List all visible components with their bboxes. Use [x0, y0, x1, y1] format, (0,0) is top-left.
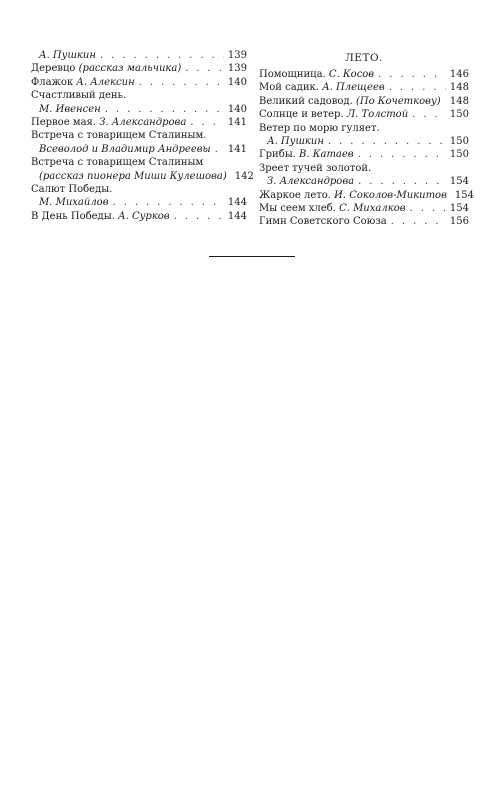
entry-title-text: Великий садовод.	[259, 95, 356, 107]
toc-entry-title	[31, 210, 170, 223]
page-number: 150	[449, 149, 469, 161]
toc-entry	[31, 183, 247, 196]
entry-title-text: Ветер по морю гуляет.	[259, 122, 380, 134]
page-number: 154	[454, 189, 474, 201]
dot-leader	[412, 108, 446, 121]
toc-entry	[259, 135, 469, 148]
entry-title-text: Гимн Советского Союза	[259, 216, 387, 228]
page-number: 150	[449, 109, 469, 121]
entry-title-text: Деревцо	[31, 63, 79, 75]
entry-author-text: С. Михалков	[339, 202, 406, 214]
dot-leader	[139, 76, 224, 89]
toc-entry	[31, 49, 247, 62]
toc-entry	[31, 76, 247, 89]
end-rule-divider	[209, 256, 295, 257]
toc-entry-title	[267, 175, 354, 188]
entry-author-text: М. Ивенсен	[39, 103, 101, 115]
toc-right-column	[259, 49, 474, 229]
toc-entry	[259, 95, 469, 108]
page-number: 148	[449, 82, 469, 94]
entry-author-text: З. Александрова	[267, 176, 355, 188]
dot-leader	[174, 210, 224, 223]
dot-leader	[410, 202, 446, 215]
toc-entry-title	[31, 76, 135, 89]
page-number: 141	[227, 143, 247, 155]
toc-entry-title	[259, 81, 385, 94]
toc-entry	[259, 189, 474, 202]
toc-entry	[259, 122, 469, 135]
dot-leader	[190, 116, 224, 129]
dot-leader	[389, 81, 446, 94]
entry-title-text: Мы сеем хлеб.	[259, 202, 340, 214]
entry-author-text: З. Александрова	[99, 116, 187, 128]
page-number: 146	[449, 69, 469, 80]
page-number: 140	[227, 76, 247, 88]
page-number: 144	[227, 210, 247, 222]
entry-author-text: (рассказ мальчика)	[78, 63, 182, 75]
toc-entry-title	[259, 95, 441, 108]
page-number: 150	[449, 135, 469, 147]
toc-entry	[31, 196, 247, 209]
toc-entry-title	[31, 129, 206, 142]
entry-title-text: Первое мая.	[31, 116, 100, 128]
page-number: 144	[227, 197, 247, 209]
entry-title-text: Солнце и ветер.	[259, 109, 347, 121]
entry-author-text: А. Пушкин	[267, 135, 324, 147]
toc-entry	[259, 68, 469, 81]
toc-entry	[31, 143, 247, 156]
entry-title-text: Встреча с товарищем Сталиным	[31, 157, 204, 169]
toc-entry	[259, 162, 469, 175]
toc-entry-title	[31, 116, 186, 129]
dot-leader	[328, 135, 446, 148]
section-heading-summer: ЛЕТО.	[345, 52, 383, 64]
entry-title-text: Встреча с товарищем Сталиным.	[31, 130, 207, 142]
toc-entry-title	[39, 103, 101, 116]
toc-right-list	[259, 68, 474, 229]
toc-entry	[31, 156, 247, 169]
page-number: 141	[227, 116, 247, 128]
toc-left-list	[31, 49, 254, 223]
toc-entry	[31, 103, 247, 116]
toc-entry-title	[259, 68, 374, 81]
entry-title-text: Помощница.	[259, 69, 329, 80]
toc-entry-title	[259, 202, 406, 215]
toc-entry-title	[259, 189, 447, 202]
entry-author-text: А. Плещеев	[322, 82, 385, 94]
entry-author-text: А. Пушкин	[39, 50, 96, 61]
entry-title-text: Жаркое лето.	[259, 189, 335, 201]
toc-entry	[31, 116, 247, 129]
toc-entry-title	[267, 135, 324, 148]
page-number: 142	[234, 170, 254, 182]
entry-author-text: Всеволод и Владимир Андреевы	[39, 143, 211, 155]
dot-leader	[358, 148, 446, 161]
dot-leader	[100, 49, 224, 62]
dot-leader	[105, 103, 224, 116]
toc-entry	[31, 170, 254, 183]
toc-entry-title	[31, 156, 203, 169]
entry-author-text: М. Михайлов	[39, 197, 109, 209]
page-number: 148	[449, 95, 469, 107]
toc-entry	[259, 202, 469, 215]
toc-entry-title	[259, 108, 408, 121]
entry-author-text: А. Сурков	[118, 210, 170, 222]
dot-leader	[391, 215, 446, 228]
entry-title-text: Зреет тучей золотой.	[259, 162, 372, 174]
dot-leader	[215, 143, 224, 156]
entry-title-text: В День Победы.	[31, 210, 119, 222]
dot-leader	[113, 196, 224, 209]
page-number: 139	[227, 63, 247, 75]
toc-entry	[259, 215, 469, 228]
entry-author-text: С. Косов	[328, 69, 375, 80]
entry-title-text: Мой садик.	[259, 82, 323, 94]
toc-entry	[31, 129, 247, 142]
toc-left-column	[31, 49, 254, 223]
page-number: 154	[449, 176, 469, 188]
toc-entry	[31, 62, 247, 75]
toc-entry-title	[31, 62, 181, 75]
toc-entry	[259, 148, 469, 161]
toc-entry	[259, 81, 469, 94]
dot-leader	[378, 68, 446, 81]
toc-entry-title	[39, 170, 227, 183]
entry-title-text: Флажок	[31, 76, 77, 88]
entry-title-text: Счастливый день.	[31, 90, 127, 102]
dot-leader	[358, 175, 446, 188]
toc-entry-title	[259, 215, 387, 228]
page-number: 139	[227, 50, 247, 61]
toc-entry	[259, 108, 469, 121]
page-number: 154	[449, 202, 469, 214]
toc-entry-title	[39, 143, 211, 156]
dot-leader	[185, 62, 224, 75]
page-number: 140	[227, 103, 247, 115]
entry-title-text: Салют Победы.	[31, 183, 113, 195]
page-number: 156	[449, 216, 469, 228]
toc-entry	[31, 210, 247, 223]
entry-author-text: Л. Толстой	[346, 109, 409, 121]
toc-entry-title	[31, 183, 112, 196]
toc-entry-title	[31, 89, 126, 102]
entry-title-text: Грибы.	[259, 149, 300, 161]
toc-entry-title	[259, 122, 380, 135]
toc-entry-title	[259, 148, 354, 161]
toc-entry-title	[39, 49, 96, 62]
entry-author-text: (рассказ пионера Миши Кулешова)	[39, 170, 227, 182]
entry-author-text: И. Соколов-Микитов	[334, 189, 447, 201]
toc-entry-title	[259, 162, 371, 175]
toc-entry	[259, 175, 469, 188]
toc-entry	[31, 89, 247, 102]
entry-author-text: В. Катаев	[299, 149, 354, 161]
toc-entry-title	[39, 196, 109, 209]
entry-author-text: А. Алексин	[76, 76, 135, 88]
entry-author-text: (По Кочеткову)	[355, 95, 441, 107]
